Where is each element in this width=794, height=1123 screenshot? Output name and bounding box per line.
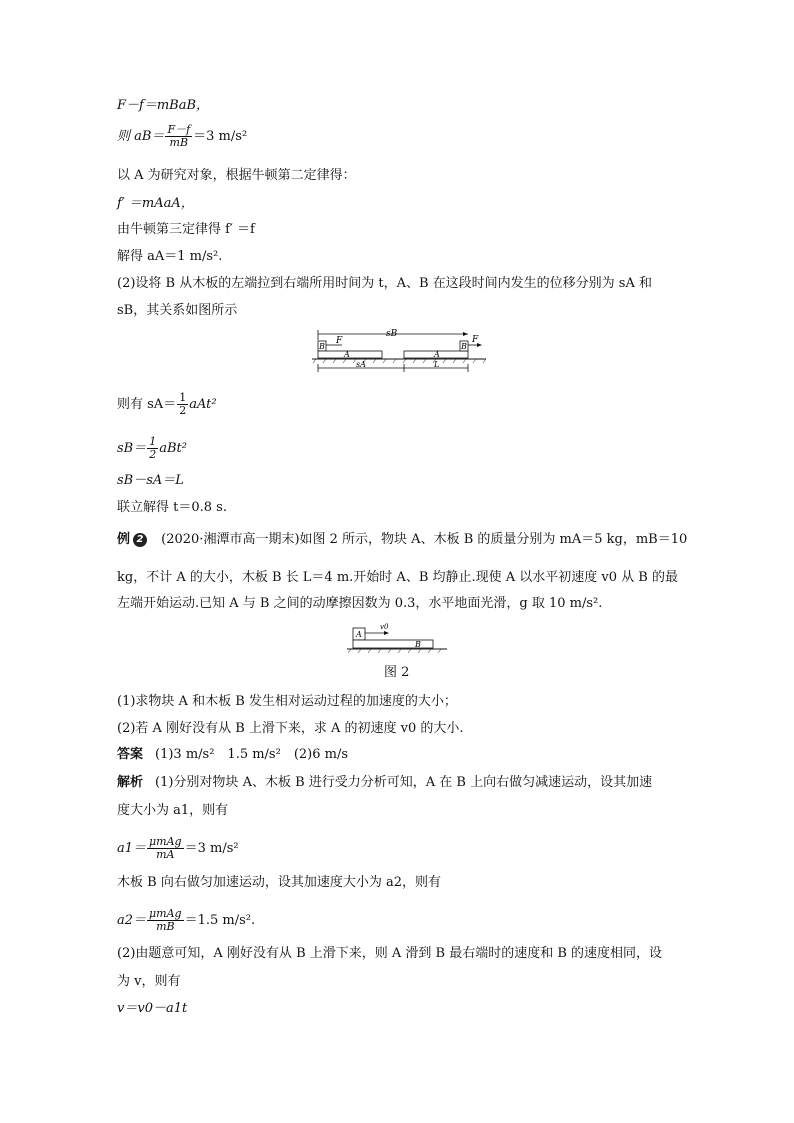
question-2: (2)若 A 刚好没有从 B 上滑下来，求 A 的初速度 v0 的大小.: [117, 721, 464, 736]
figure-2-caption: 图 2: [384, 665, 410, 680]
eq-result-aa: 解得 aA＝1 m/s².: [117, 249, 223, 264]
example-2-line1: 例 2 (2020·湘潭市高一期末)如图 2 所示，物块 A、木板 B 的质量分别为 mA＝5 kg，mB＝10: [117, 532, 688, 547]
analysis-line3: 木板 B 向右做匀加速运动，设其加速度大小为 a2，则有: [117, 875, 441, 890]
analysis-label: 解析: [117, 775, 144, 790]
label-sB: sB: [386, 329, 398, 339]
svg-text:F: F: [336, 336, 343, 346]
example-label: 例: [117, 532, 131, 547]
eq-a1: a1＝ $\frac{\text{μmAg}}{mA}$ ＝3 m/s²: [117, 835, 239, 861]
svg-text:B: B: [461, 342, 467, 351]
text-third-law: 由牛顿第三定律得 f′ ＝f: [117, 222, 255, 237]
eq-newton-b: F－f＝mBaB，: [117, 98, 210, 113]
analysis-line4: (2)由题意可知，A 刚好没有从 B 上滑下来，则 A 滑到 B 最右端时的速度和 B 的速度相同，设: [117, 946, 663, 961]
svg-text:B: B: [319, 342, 325, 351]
svg-text:v0: v0: [380, 623, 389, 631]
eq-newton-a: f′ ＝mAaA，: [117, 196, 194, 211]
example-2-line2: kg，不计 A 的大小，木板 B 长 L＝4 m.开始时 A、B 均静止.现使 A 以水平初速度 v0 从 B 的最: [117, 570, 678, 585]
eq-result-t: 联立解得 t＝0.8 s.: [117, 500, 227, 515]
analysis-line2: 度大小为 a1，则有: [117, 803, 229, 818]
svg-text:L: L: [434, 360, 440, 369]
text-part2-cont: sB，其关系如图所示: [117, 303, 238, 318]
board-a-left: [318, 351, 382, 358]
eq-sb-minus-sa: sB－sA＝L: [117, 473, 184, 488]
eq-sb: sB＝ $\frac{1}{2}$ aBt²: [117, 435, 187, 461]
svg-text:A: A: [344, 350, 350, 359]
svg-text:A: A: [356, 630, 362, 639]
analysis-line5: 为 v，则有: [117, 974, 181, 989]
eq-a2: a2＝ $\frac{\text{μmAg}}{mB}$ ＝1.5 m/s².: [117, 907, 256, 933]
figure-displacement-diagram: [308, 328, 490, 376]
answer-label: 答案: [117, 747, 144, 762]
text-part2: (2)设将 B 从木板的左端拉到右端所用时间为 t，A、B 在这段时间内发生的位移分别为 sA 和: [117, 276, 652, 291]
fraction: $\frac{F-f}{mB}$: [167, 123, 191, 149]
answer-line: 答案 (1)3 m/s² 1.5 m/s² (2)6 m/s: [117, 747, 349, 762]
eq-accel-b: 则 aB＝ $\frac{F-f}{mB}$ ＝3 m/s²: [117, 123, 248, 149]
example-number-badge: 2: [133, 533, 147, 547]
analysis-line1: 解析 (1)分别对物块 A、木板 B 进行受力分析可知，A 在 B 上向右做匀减速运动，设其加速: [117, 775, 653, 790]
svg-text:sA: sA: [356, 360, 366, 369]
eq-velocity: v＝v0－a1t: [117, 1001, 188, 1016]
example-2-line3: 左端开始运动.已知 A 与 B 之间的动摩擦因数为 0.3，水平地面光滑，g 取 10 m/s².: [117, 596, 603, 611]
text-study-a: 以 A 为研究对象，根据牛顿第二定律得：: [117, 168, 356, 183]
svg-text:A: A: [434, 350, 440, 359]
figure-2-block-on-board: [343, 620, 451, 658]
board-b: [353, 640, 433, 648]
svg-text:B: B: [415, 640, 421, 649]
svg-text:F: F: [472, 335, 479, 345]
question-1: (1)求物块 A 和木板 B 发生相对运动过程的加速度的大小；: [117, 694, 457, 709]
eq-sa: 则有 sA＝ $\frac{1}{2}$ aAt²: [117, 391, 217, 417]
